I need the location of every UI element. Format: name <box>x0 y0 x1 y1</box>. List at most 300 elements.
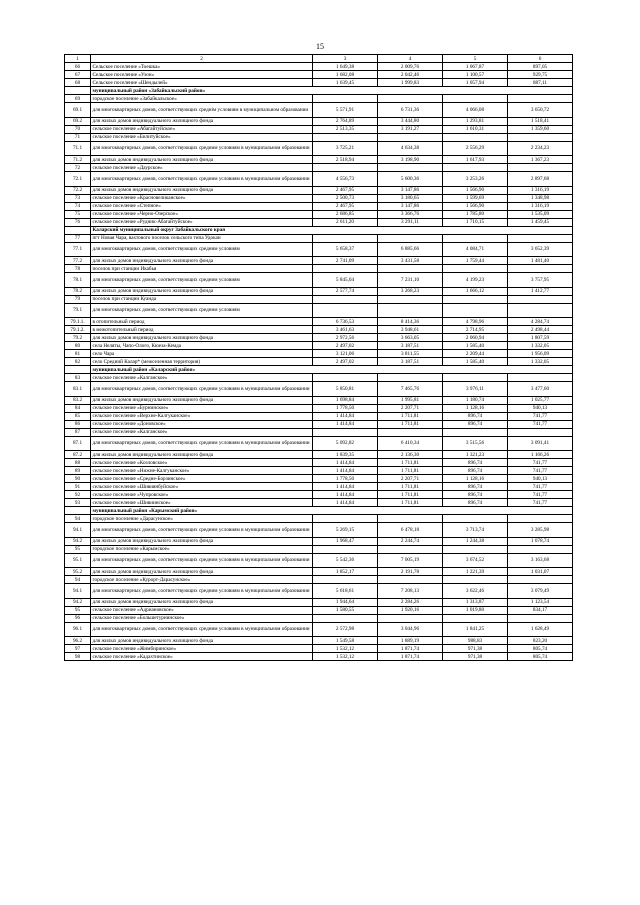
value-cell: 1 566,90 <box>443 202 508 210</box>
row-number: 87 <box>65 428 91 436</box>
value-cell: 1 920,16 <box>378 606 443 614</box>
row-name: для многоквартирных домов, соответствующих средним условиям в муниципальном образовании <box>91 553 313 568</box>
row-number: 78.1 <box>65 273 91 288</box>
value-cell: 3 757,95 <box>508 273 573 288</box>
row-number: 79.1.1. <box>65 318 91 326</box>
table-row <box>65 71 573 79</box>
value-cell: 1 100,57 <box>443 71 508 79</box>
row-name: сельское поселение «Козловское» <box>91 459 313 467</box>
row-number: 67 <box>65 71 91 79</box>
value-cell: 3 285,98 <box>508 523 573 538</box>
value-cell: 896,74 <box>443 483 508 491</box>
table-row <box>65 156 573 164</box>
value-cell <box>313 374 378 382</box>
value-cell: 1 871,74 <box>378 645 443 653</box>
table-row <box>65 491 573 499</box>
section-number-cell <box>65 366 91 374</box>
value-cell: 3 091,41 <box>508 436 573 451</box>
value-cell: 805,74 <box>508 653 573 661</box>
row-number: 70 <box>65 125 91 133</box>
value-cell: 3 291,11 <box>378 218 443 226</box>
value-cell <box>313 515 378 523</box>
value-cell: 1 414,84 <box>313 499 378 507</box>
value-cell: 741,77 <box>508 483 573 491</box>
value-cell <box>378 164 443 172</box>
value-cell: 1 057,94 <box>443 79 508 87</box>
value-cell: 1 956,09 <box>508 350 573 358</box>
header-cell: 6 <box>508 55 573 63</box>
value-cell: 3 187,51 <box>378 358 443 366</box>
row-number: 94.2 <box>65 537 91 545</box>
section-header-row <box>65 226 573 234</box>
row-name: Сельское поселение «Тоешка» <box>91 63 313 71</box>
value-cell: 896,74 <box>443 412 508 420</box>
row-name: для многоквартирных домов, соответствующих средним условиям <box>91 303 313 318</box>
value-cell: 3 366,76 <box>378 210 443 218</box>
value-cell: 2 209,44 <box>443 350 508 358</box>
row-name: поселок при станции Икабья <box>91 265 313 273</box>
value-cell <box>443 374 508 382</box>
value-cell <box>443 265 508 273</box>
value-cell <box>378 295 443 303</box>
value-cell: 1 025,77 <box>508 396 573 404</box>
table-row <box>65 420 573 428</box>
row-number: 77 <box>65 234 91 242</box>
row-name: сельское поселение «Доновское» <box>91 420 313 428</box>
row-name: для многоквартирных домов, соответствующих средним условиям в муниципальном образовании <box>91 584 313 599</box>
row-name: для жилых домов индивидуального жилищного фонда <box>91 186 313 194</box>
value-cell <box>313 133 378 141</box>
value-cell <box>313 428 378 436</box>
value-cell: 1 031,07 <box>508 568 573 576</box>
value-cell: 1 414,84 <box>313 483 378 491</box>
table-row <box>65 350 573 358</box>
table-row <box>65 326 573 334</box>
value-cell <box>378 234 443 242</box>
value-cell <box>508 545 573 553</box>
value-cell: 1 711,81 <box>378 499 443 507</box>
value-cell: 2 513,35 <box>313 125 378 133</box>
value-cell: 1 585,40 <box>443 358 508 366</box>
row-number: 95 <box>65 606 91 614</box>
table-header-row <box>65 55 573 63</box>
value-cell: 1 532,12 <box>313 653 378 661</box>
section-number-cell <box>65 226 91 234</box>
value-cell: 940,13 <box>508 404 573 412</box>
section-title: Каларский муниципальный округ Забайкальского края <box>91 226 573 234</box>
value-cell: 887,11 <box>508 79 573 87</box>
table-row <box>65 428 573 436</box>
value-cell: 2 764,89 <box>313 117 378 125</box>
row-name: сельское поселение «Степное» <box>91 202 313 210</box>
row-name: для жилых домов индивидуального жилищного фонда <box>91 396 313 404</box>
table-row <box>65 265 573 273</box>
table-row <box>65 404 573 412</box>
value-cell <box>443 164 508 172</box>
value-cell: 1 698,84 <box>313 396 378 404</box>
table-row <box>65 515 573 523</box>
row-name: Сельское поселение «Узон» <box>91 71 313 79</box>
row-name: для жилых домов индивидуального жилищного фонда <box>91 156 313 164</box>
value-cell: 5 850,81 <box>313 382 378 397</box>
table-row <box>65 287 573 295</box>
row-number: 95.1 <box>65 553 91 568</box>
value-cell: 805,74 <box>508 645 573 653</box>
row-number: 78 <box>65 265 91 273</box>
value-cell: 3 663,05 <box>378 334 443 342</box>
value-cell: 1 944,64 <box>313 598 378 606</box>
row-number: 77.1 <box>65 242 91 257</box>
value-cell: 1 128,16 <box>443 404 508 412</box>
row-number: 98 <box>65 653 91 661</box>
value-cell <box>378 545 443 553</box>
value-cell: 1 221,39 <box>443 568 508 576</box>
row-name: сельское поселение «Верхне-Калгуканское» <box>91 412 313 420</box>
row-name: сельское поселение «Калганское» <box>91 428 313 436</box>
table-row <box>65 451 573 459</box>
row-number: 79 <box>65 295 91 303</box>
row-number: 88 <box>65 459 91 467</box>
value-cell: 2 234,23 <box>508 141 573 156</box>
table-row <box>65 614 573 622</box>
row-number: 89 <box>65 467 91 475</box>
row-name: сельское поселение «Средне-Борзинское» <box>91 475 313 483</box>
value-cell <box>313 614 378 622</box>
value-cell <box>443 545 508 553</box>
value-cell <box>313 545 378 553</box>
row-number: 97 <box>65 645 91 653</box>
table-row <box>65 568 573 576</box>
value-cell <box>508 374 573 382</box>
table-row <box>65 553 573 568</box>
value-cell <box>508 576 573 584</box>
table-row <box>65 318 573 326</box>
value-cell <box>443 133 508 141</box>
row-name: сельское поселение «Адриановское» <box>91 606 313 614</box>
table-row <box>65 358 573 366</box>
header-cell: 5 <box>443 55 508 63</box>
value-cell: 5 542,36 <box>313 553 378 568</box>
value-cell <box>378 576 443 584</box>
row-name: для жилых домов индивидуального жилищного фонда <box>91 117 313 125</box>
value-cell <box>508 515 573 523</box>
value-cell: 1 414,84 <box>313 459 378 467</box>
row-number: 92 <box>65 491 91 499</box>
value-cell: 896,74 <box>443 420 508 428</box>
row-number: 69.1 <box>65 103 91 118</box>
value-cell: 2 714,95 <box>443 326 508 334</box>
value-cell: 2 244,74 <box>378 537 443 545</box>
value-cell: 1 549,58 <box>313 637 378 645</box>
table-row <box>65 598 573 606</box>
value-cell: 2 042,46 <box>378 71 443 79</box>
row-number: 82 <box>65 358 91 366</box>
value-cell: 1 778,50 <box>313 404 378 412</box>
value-cell: 2 497,02 <box>313 358 378 366</box>
value-cell: 7 465,76 <box>378 382 443 397</box>
row-number: 68 <box>65 79 91 87</box>
row-name: для многоквартирных домов, соответствующих средним условиям в муниципальном образовании <box>91 172 313 187</box>
value-cell: 3 477,60 <box>508 382 573 397</box>
row-number: 80 <box>65 342 91 350</box>
row-name: для многоквартирных домов, соответствующих средним условиям в муниципальном образовании <box>91 141 313 156</box>
row-number: 94.2 <box>65 598 91 606</box>
row-number: 96 <box>65 614 91 622</box>
value-cell: 741,77 <box>508 491 573 499</box>
row-name: село Средний Калар* (межселенная территория) <box>91 358 313 366</box>
value-cell <box>508 614 573 622</box>
value-cell: 823,20 <box>508 637 573 645</box>
section-number-cell <box>65 87 91 95</box>
value-cell: 1 841,25 <box>443 622 508 637</box>
value-cell <box>508 95 573 103</box>
value-cell: 2 686,85 <box>313 210 378 218</box>
row-number: 87.1 <box>65 436 91 451</box>
table-row <box>65 63 573 71</box>
row-number: 85 <box>65 412 91 420</box>
value-cell: 1 332,05 <box>508 358 573 366</box>
table-row <box>65 342 573 350</box>
value-cell: 741,77 <box>508 420 573 428</box>
value-cell: 741,77 <box>508 499 573 507</box>
value-cell: 3 147,86 <box>378 186 443 194</box>
value-cell: 1 414,84 <box>313 412 378 420</box>
value-cell: 1 078,74 <box>508 537 573 545</box>
value-cell <box>313 303 378 318</box>
table-row <box>65 645 573 653</box>
section-title: муниципальный район «Забайкальский район» <box>91 87 573 95</box>
row-name: сельское поселение «Калганское» <box>91 374 313 382</box>
header-cell: 4 <box>378 55 443 63</box>
value-cell: 1 649,38 <box>313 63 378 71</box>
value-cell: 3 444,80 <box>378 117 443 125</box>
table-row <box>65 210 573 218</box>
table-row <box>65 257 573 265</box>
section-number-cell <box>65 507 91 515</box>
value-cell: 3 431,58 <box>378 257 443 265</box>
value-cell <box>378 614 443 622</box>
value-cell: 2 009,76 <box>378 63 443 71</box>
row-number: 96.2 <box>65 637 91 645</box>
value-cell: 3 515,56 <box>443 436 508 451</box>
row-number: 73 <box>65 194 91 202</box>
row-number: 81 <box>65 350 91 358</box>
row-name: для многоквартирных домов, соответствующих средним условиям <box>91 273 313 288</box>
row-name: сельское поселение «Красновеликанское» <box>91 194 313 202</box>
row-number: 71.1 <box>65 141 91 156</box>
table-row <box>65 334 573 342</box>
value-cell: 1 711,81 <box>378 412 443 420</box>
row-name: пгт Новая Чара, вахтового поселок сельского типа Удокан <box>91 234 313 242</box>
value-cell <box>443 614 508 622</box>
tariff-table <box>64 54 573 661</box>
table-row <box>65 273 573 288</box>
table-row <box>65 653 573 661</box>
row-number: 76 <box>65 218 91 226</box>
value-cell: 6 731,36 <box>378 103 443 118</box>
value-cell: 6 736,53 <box>313 318 378 326</box>
table-row <box>65 218 573 226</box>
table-row <box>65 459 573 467</box>
value-cell: 1 019,80 <box>443 606 508 614</box>
value-cell <box>313 234 378 242</box>
value-cell: 2 467,95 <box>313 202 378 210</box>
value-cell <box>313 95 378 103</box>
value-cell: 1 481,40 <box>508 257 573 265</box>
value-cell <box>378 374 443 382</box>
row-number: 71 <box>65 133 91 141</box>
row-name: для многоквартирных домов, соответствующих средним условиям в муниципальном образовании <box>91 523 313 538</box>
row-name: сельское поселение «Кадахтинское» <box>91 653 313 661</box>
table-row <box>65 374 573 382</box>
table-row <box>65 103 573 118</box>
value-cell: 2 972,56 <box>313 334 378 342</box>
value-cell: 3 187,51 <box>378 342 443 350</box>
value-cell: 2 518,94 <box>313 156 378 164</box>
value-cell <box>378 95 443 103</box>
value-cell: 1 412,77 <box>508 287 573 295</box>
value-cell: 1 639,45 <box>313 79 378 87</box>
value-cell <box>443 303 508 318</box>
value-cell: 896,74 <box>443 467 508 475</box>
value-cell: 834,17 <box>508 606 573 614</box>
section-title: муниципальный район «Карымский район» <box>91 507 573 515</box>
section-title: муниципальный район «Каларский район» <box>91 366 573 374</box>
value-cell: 4 199,23 <box>443 273 508 288</box>
header-cell: 1 <box>65 55 91 63</box>
table-row <box>65 95 573 103</box>
value-cell: 1 839,35 <box>313 451 378 459</box>
table-row <box>65 303 573 318</box>
row-name: Сельское поселение «Шендылей» <box>91 79 313 87</box>
value-cell: 5 571,91 <box>313 103 378 118</box>
row-number: 90 <box>65 475 91 483</box>
value-cell: 3 652,39 <box>508 242 573 257</box>
row-name: сельское поселение «Черно-Озерское» <box>91 210 313 218</box>
table-row <box>65 125 573 133</box>
value-cell <box>313 295 378 303</box>
value-cell: 1 711,81 <box>378 467 443 475</box>
row-number: 75 <box>65 210 91 218</box>
row-number: 79.1.2. <box>65 326 91 334</box>
section-header-row <box>65 87 573 95</box>
table-row <box>65 475 573 483</box>
row-name: для жилых домов индивидуального жилищного фонда <box>91 598 313 606</box>
value-cell: 1 414,84 <box>313 491 378 499</box>
value-cell: 1 968,47 <box>313 537 378 545</box>
row-name: городское поселение «Карымское» <box>91 545 313 553</box>
section-header-row <box>65 507 573 515</box>
value-cell: 1 610,31 <box>443 125 508 133</box>
row-number: 94.1 <box>65 584 91 599</box>
value-cell: 6 478,18 <box>378 523 443 538</box>
row-number: 91 <box>65 483 91 491</box>
value-cell: 5 658,37 <box>313 242 378 257</box>
value-cell: 1 321,23 <box>443 451 508 459</box>
value-cell: 940,13 <box>508 475 573 483</box>
value-cell: 2 556,29 <box>443 141 508 156</box>
value-cell: 896,74 <box>443 499 508 507</box>
value-cell: 4 066,08 <box>443 103 508 118</box>
value-cell: 741,77 <box>508 412 573 420</box>
value-cell: 2 497,02 <box>313 342 378 350</box>
value-cell <box>443 515 508 523</box>
value-cell: 3 461,63 <box>313 326 378 334</box>
value-cell: 3 268,23 <box>378 287 443 295</box>
header-cell: 2 <box>91 55 313 63</box>
value-cell: 1 414,84 <box>313 467 378 475</box>
row-number: 94 <box>65 576 91 584</box>
row-number: 83.2 <box>65 396 91 404</box>
value-cell <box>508 303 573 318</box>
value-cell: 1 128,16 <box>443 475 508 483</box>
row-number: 96.1 <box>65 622 91 637</box>
value-cell: 1 628,49 <box>508 622 573 637</box>
row-name: сельское поселение «Билитуйское» <box>91 133 313 141</box>
value-cell: 1 532,12 <box>313 645 378 653</box>
row-number: 93 <box>65 499 91 507</box>
value-cell: 3 044,96 <box>378 622 443 637</box>
value-cell <box>508 234 573 242</box>
value-cell: 2 572,98 <box>313 622 378 637</box>
value-cell: 896,74 <box>443 491 508 499</box>
value-cell <box>443 576 508 584</box>
value-cell: 8 414,36 <box>378 318 443 326</box>
row-name: в отопительный период <box>91 318 313 326</box>
table-row <box>65 537 573 545</box>
header-cell: 3 <box>313 55 378 63</box>
row-number: 71.2 <box>65 156 91 164</box>
value-cell: 1 316,19 <box>508 186 573 194</box>
value-cell: 1 067,87 <box>443 63 508 71</box>
row-name: сельское поселение «Нижне-Калгуканское» <box>91 467 313 475</box>
row-number: 74 <box>65 202 91 210</box>
row-number: 72.1 <box>65 172 91 187</box>
value-cell: 3 725,21 <box>313 141 378 156</box>
table-row <box>65 467 573 475</box>
value-cell: 1 711,81 <box>378 491 443 499</box>
row-number: 66 <box>65 63 91 71</box>
table-row <box>65 79 573 87</box>
value-cell: 1 332,05 <box>508 342 573 350</box>
value-cell: 1 785,80 <box>443 210 508 218</box>
value-cell: 1 459,45 <box>508 218 573 226</box>
value-cell: 1 580,55 <box>313 606 378 614</box>
value-cell: 1 889,19 <box>378 637 443 645</box>
value-cell: 2 467,95 <box>313 186 378 194</box>
value-cell: 1 166,26 <box>508 451 573 459</box>
value-cell: 741,77 <box>508 459 573 467</box>
value-cell <box>443 428 508 436</box>
value-cell: 5 618,61 <box>313 584 378 599</box>
value-cell: 1 995,81 <box>378 396 443 404</box>
row-name: поселок при станции Куанда <box>91 295 313 303</box>
value-cell: 1 871,74 <box>378 653 443 661</box>
table-row <box>65 186 573 194</box>
value-cell: 2 577,74 <box>313 287 378 295</box>
value-cell <box>378 265 443 273</box>
value-cell: 1 293,81 <box>443 117 508 125</box>
table-row <box>65 172 573 187</box>
table-row <box>65 584 573 599</box>
value-cell: 971,38 <box>443 645 508 653</box>
table-row <box>65 576 573 584</box>
value-cell: 2 207,71 <box>378 475 443 483</box>
row-name: городское поселение «Забайкальское» <box>91 95 313 103</box>
row-number: 94 <box>65 515 91 523</box>
row-name: для жилых домов индивидуального жилищного фонда <box>91 451 313 459</box>
value-cell: 4 284,74 <box>508 318 573 326</box>
